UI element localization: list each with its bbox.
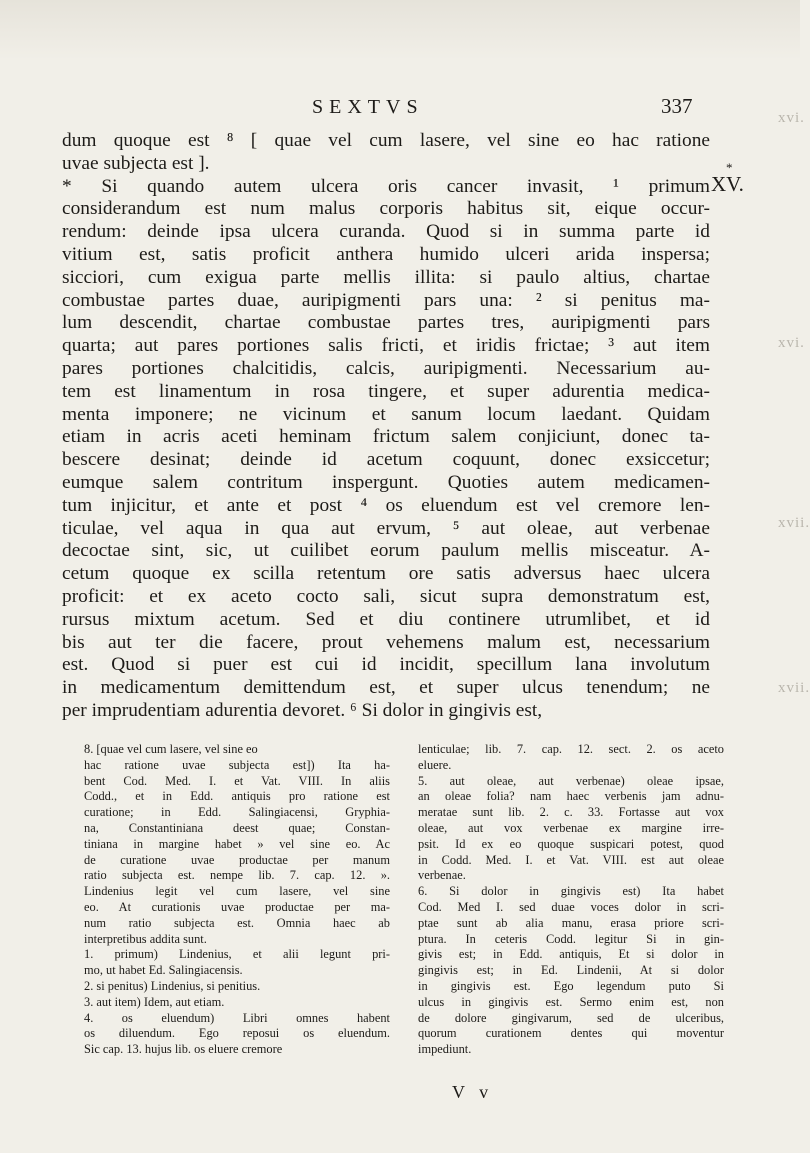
text-line: proficit: et ex aceto cocto sali, sicut supra demonstratum est, [62, 585, 710, 607]
footnote-line: 8. [quae vel cum lasere, vel sine eo [84, 742, 258, 756]
footnote-line: tiniana in margine habet » vel sine eo. Ac [84, 836, 390, 851]
text-line: rendum: deinde ipsa ulcera curanda. Quod si in summa parte id [62, 221, 710, 243]
footnote-line: de dolore gingivarum, sed de ulceribus, [418, 1010, 724, 1025]
text-line: rursus mixtum acetum. Sed et diu continere utrumlibet, et id [62, 608, 710, 630]
text-line: * Si quando autem ulcera oris cancer invasit, ¹ primum [62, 175, 710, 197]
text-line: pares portiones chalcitidis, calcis, auripigmenti. Necessarium au- [62, 357, 710, 379]
footnote-line: bent Cod. Med. I. et Vat. VIII. In aliis [84, 773, 390, 788]
footnote-line: verbenae. [418, 868, 466, 883]
text-line: cetum quoque ex scilla retentum ore satis adversus haec ulcera [62, 563, 710, 585]
text-line: menta imponere; ne vicinum et sanum locum laedant. Quidam [62, 403, 710, 425]
footnote-line: Sic cap. 13. hujus lib. os eluere cremore [84, 1042, 283, 1057]
footnote-line: na, Constantiniana deest quae; Constan- [84, 820, 390, 835]
footnote-line: Lindenius legit vel cum lasere, vel sine [84, 884, 390, 899]
footnote-line: os diluendum. Ego reposui os eluendum. [84, 1026, 390, 1041]
printer-signature: V v [452, 1082, 494, 1102]
text-line: bescere desinat; deinde id acetum coquunt, donec exsiccetur; [62, 449, 710, 471]
footnote-line: ptura. In ceteris Codd. legitur Si in gin- [418, 931, 724, 946]
footnote-line: psit. Id ex eo quoque suspicari potest, quod [418, 836, 724, 851]
bleed-through-mark: xvi. [778, 335, 805, 351]
text-line: tum injicitur, et ante et post ⁴ os eluendum est vel cremore len- [62, 494, 710, 516]
footnote-line: interpretibus addita sunt. [84, 931, 207, 946]
footnote-line: ratio subjecta est. nempe lib. 7. cap. 12. ». [84, 868, 390, 883]
footnote-line: curatione; in Edd. Salingiacensi, Gryphia- [84, 805, 390, 820]
text-line: vitium est, satis proficit anthera humido ulceri arida inspersa; [62, 243, 710, 265]
footnote-line: eluere. [418, 757, 452, 772]
text-line: tem est linamentum in rosa tingere, et super adurentia medica- [62, 380, 710, 402]
page-number: 337 [661, 94, 693, 118]
footnote-line: meratae sunt lib. 2. c. 33. Fortasse aut vox [418, 805, 724, 820]
text-line: bis aut ter die facere, prout vehemens malum est, necessarium [62, 631, 710, 653]
footnote-line: ulcus in gingivis est. Sermo enim est, non [418, 994, 724, 1009]
footnote-line: givis est; in Edd. antiquis, Et si dolor in [418, 947, 724, 962]
text-line: est. Quod si puer est cui id incidit, specillum lana involutum [62, 654, 710, 676]
footnote-line: in Codd. Med. I. et Vat. VIII. est aut oleae [418, 852, 724, 867]
footnote-line: hac ratione uvae subjecta est]) Ita ha- [84, 757, 390, 772]
footnote-line: mo, ut habet Ed. Salingiacensis. [84, 963, 243, 978]
footnote-line: de curatione uvae productae per manum [84, 852, 390, 867]
footnote-line: quorum curationem dentes qui moventur [418, 1026, 724, 1041]
footnotes-right-column [418, 742, 724, 1058]
bleed-through-mark: xvi. [778, 110, 805, 126]
text-line: per imprudentiam adurentia devoret. ⁶ Si dolor in gingivis est, [62, 699, 543, 721]
footnote-line: eo. At curationis uvae productae per ma- [84, 899, 390, 914]
bleed-through-mark: xvii. [778, 515, 810, 531]
margin-section-number [711, 160, 744, 197]
footnote-line: oleae, aut vox verbenae ex margine irre- [418, 820, 724, 835]
text-line: sicciori, cum exigua parte mellis illita: si paulo altius, chartae [62, 266, 710, 288]
footnote-line: impediunt. [418, 1042, 472, 1057]
footnote-line: 3. aut item) Idem, aut etiam. [84, 994, 225, 1009]
footnote-line: 1. primum) Lindenius, et alii legunt pri- [84, 947, 390, 962]
footnote-line: in gingivis est. Ego legendum puto Si [418, 978, 724, 993]
footnote-line: 6. Si dolor in gingivis est) Ita habet [418, 884, 724, 899]
text-line: considerandum est num malus corporis habitus sit, eique occur- [62, 198, 710, 220]
text-line: dum quoque est ⁸ [ quae vel cum lasere, vel sine eo hac ratione [62, 130, 710, 151]
text-line: etiam in acris aceti heminam frictum salem conjiciunt, donec ta- [62, 426, 710, 448]
footnote-line: an oleae folia? nam haec verbenis jam adnu- [418, 789, 724, 804]
footnote-line: 2. si penitus) Lindenius, si penitius. [84, 978, 261, 993]
text-line: ticulae, vel aqua in qua aut ervum, ⁵ aut oleae, aut verbenae [62, 517, 710, 539]
footnote-line: Cod. Med I. sed duae voces dolor in scri- [418, 899, 724, 914]
page-bleed-shadow [0, 0, 800, 60]
footnote-line: ptae sunt ab alia manu, erasa priore scri- [418, 915, 724, 930]
footnote-line: lenticulae; lib. 7. cap. 12. sect. 2. os aceto [418, 742, 724, 756]
text-line: decoctae sint, sic, ut cuilibet eorum paulum mellis misceatur. A- [62, 540, 710, 562]
footnote-line: 4. os eluendum) Libri omnes habent [84, 1010, 390, 1025]
bleed-through-mark: xvii. [778, 680, 810, 696]
footnotes [84, 742, 724, 1058]
footnote-line: num ratio subjecta est. Omnia haec ab [84, 915, 390, 930]
text-line: lum descendit, chartae combustae partes tres, auripigmenti pars [62, 312, 710, 334]
footnotes-left-column [84, 742, 390, 1058]
margin-section-label: XV. [711, 172, 744, 196]
asterisk-mark: * [726, 160, 733, 175]
main-text-body [62, 130, 710, 723]
footnote-line: gingivis est; in Ed. Lindenii, At si dolor [418, 963, 724, 978]
text-line: uvae subjecta est ]. [62, 152, 210, 174]
text-line: combustae partes duae, auripigmenti pars una: ² si penitus ma- [62, 289, 710, 311]
text-line: quarta; aut pares portiones salis fricti, et iridis frictae; ³ aut item [62, 335, 710, 357]
running-head: SEXTVS [312, 96, 424, 118]
text-line: in medicamentum demittendum est, et super ulcus tenendum; ne [62, 677, 710, 699]
footnote-line: Codd., et in Edd. antiquis pro ratione est [84, 789, 390, 804]
text-line: eumque salem contritum inspergunt. Quoties autem medicamen- [62, 471, 710, 493]
footnote-line: 5. aut oleae, aut verbenae) oleae ipsae, [418, 773, 724, 788]
